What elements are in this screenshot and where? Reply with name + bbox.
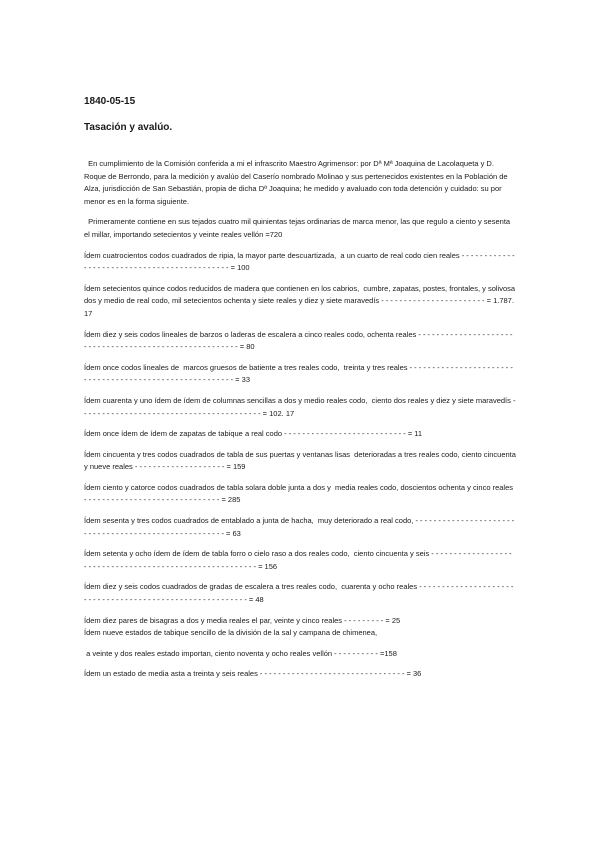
paragraph-item: Primeramente contiene en sus tejados cuatro mil quinientas tejas ordinarias de marca menor, las que regulo a ciento y sesenta el millar, importando setecientos y veinte reales vellón =720 xyxy=(84,217,513,239)
paragraph-item: Ídem sesenta y tres codos cuadrados de entablado a junta de hacha, muy deteriorado a real codo, - - - - - - - - - - - - - - - - - - - - - - - - - - - - - - - - - - - - - - - - - - - - - - - - - - - - - = 63 xyxy=(84,516,517,538)
document-title: Tasación y avalúo. xyxy=(84,122,173,133)
paragraph-intro: En cumplimiento de la Comisión conferida a mi el infrascrito Maestro Agrimensor: por Dª Mª Joaquina de Lacolaqueta y D. Roque de Berrondo, para la medición y avalúo del Caserío nombrado Molinao y sus pertenecidos existentes en la Población de Alza, jurisdicción de San Sebastián, propia de dicha Dª Joaquina; he medido y avaluado con toda detención y cuidado: su por menor es en la forma siguiente. xyxy=(84,159,510,206)
paragraph-item: Ídem cuatrocientos codos cuadrados de ripia, la mayor parte descuartizada, a un cuarto de real codo cien reales - - - - - - - - - - - - - - - - - - - - - - - - - - - - - - - - - - - - - - - - - - - - = 100 xyxy=(84,250,517,273)
paragraph-item: Ídem un estado de media asta a treinta y seis reales - - - - - - - - - - - - - - - - - - - - - - - - - - - - - - - - = 36 xyxy=(84,669,422,679)
paragraph-item: Ídem diez y seis codos lineales de barzos o laderas de escalera a cinco reales codo, ochenta reales - - - - - - - - - - - - - - - - - - - - - - - - - - - - - - - - - - - - - - - - - - - - - - - - - - - - - - - = 80 xyxy=(84,329,515,352)
paragraph-item: Ídem cincuenta y tres codos cuadrados de tabla de sus puertas y ventanas lisas deterioradas a tres reales codo, ciento cincuenta y nueve reales - - - - - - - - - - - - - - - - - - - - = 159 xyxy=(84,449,519,472)
paragraph-item: Ídem setenta y ocho ídem de ídem de tabla forro o cielo raso a dos reales codo, ciento cincuenta y seis - - - - - - - - - - - - - - - - - - - - - - - - - - - - - - - - - - - - - - - - - - - - - - - - - - - - - - - - = 156 xyxy=(84,549,514,571)
paragraph-item: Ídem cuarenta y uno ídem de ídem de columnas sencillas a dos y medio reales codo, ciento dos reales y diez y siete maravedís - - - - - - - - - - - - - - - - - - - - - - - - - - - - - - - - - - - - - - - - = 102. 17 xyxy=(84,395,518,418)
paragraph-item: Ídem diez y seis codos cuadrados de gradas de escalera a tres reales codo, cuarenta y ocho reales - - - - - - - - - - - - - - - - - - - - - - - - - - - - - - - - - - - - - - - - - - - - - - - - - - - - - - - - - = 48 xyxy=(84,582,516,605)
paragraph-item: Ídem once codos lineales de marcos gruesos de batiente a tres reales codo, treinta y tres reales - - - - - - - - - - - - - - - - - - - - - - - - - - - - - - - - - - - - - - - - - - - - - - - - - - - - - - - - = 33 xyxy=(84,362,515,385)
paragraph-item: Ídem once ídem de ídem de zapatas de tabique a real codo - - - - - - - - - - - - - - - - - - - - - - - - - - - = 11 xyxy=(84,429,423,439)
paragraph-item: Ídem diez pares de bisagras a dos y media reales el par, veinte y cinco reales - - - - - - - - - = 25 Ídem nueve estados de tabique sencillo de la división de la sal y campana de chimenea, xyxy=(84,615,401,638)
document-date: 1840-05-15 xyxy=(84,96,136,107)
paragraph-item: Ídem setecientos quince codos reducidos de madera que contienen en los cabrios, cumbre, zapatas, postes, frontales, y solivosa dos y medio de real codo, mil setecientos ochenta y siete reales y diez y siete maravedís - - - - - - - - - - - - - - - - - - - - - - - = 1.787. 17 xyxy=(84,283,518,318)
paragraph-item: Ídem ciento y catorce codos cuadrados de tabla solara doble junta a dos y media reales codo, doscientos ochenta y cinco reales - - - - - - - - - - - - - - - - - - - - - - - - - - - - - - = 285 xyxy=(84,482,516,505)
document-paragraphs xyxy=(84,158,519,681)
paragraph-item: a veinte y dos reales estado importan, ciento noventa y ocho reales vellón - - - - - - - - - - =158 xyxy=(84,648,397,658)
document-body xyxy=(84,96,519,689)
